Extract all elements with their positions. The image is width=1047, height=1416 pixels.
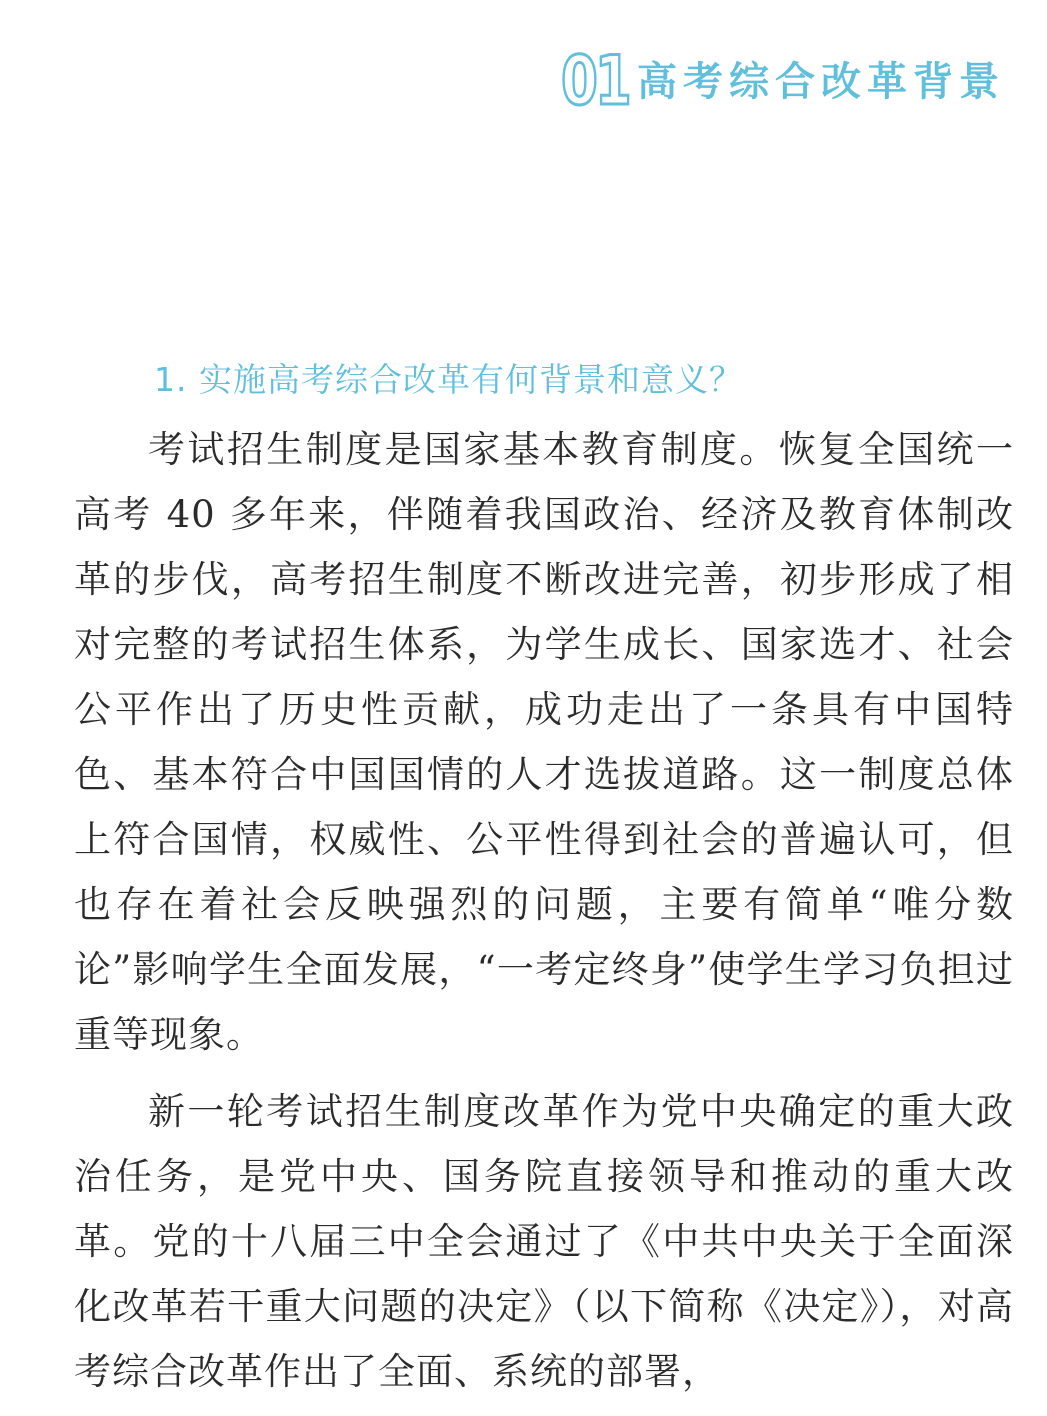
paragraph: 新一轮考试招生制度改革作为党中央确定的重大政治任务，是党中央、国务院直接领导和推动的重大改革。党的十八届三中全会通过了《中共中央关于全面深化改革若干重大问题的决定》（以下简称《决定》），对高考综合改革作出了全面、系统的部署， [74,1090,1014,1393]
chapter-title: 高考综合改革背景 [637,59,1005,105]
chapter-header [542,42,1005,121]
question-heading: 1. 实施高考综合改革有何背景和意义？ [154,360,743,399]
article-body [74,355,1014,1416]
paragraph: 考试招生制度是国家基本教育制度。恢复全国统一高考 40 多年来，伴随着我国政治、经济及教育体制改革的步伐，高考招生制度不断改进完善，初步形成了相对完整的考试招生体系，为学生成长、国家选才、社会公平作出了历史性贡献，成功走出了一条具有中国特色、基本符合中国国情的人才选拔道路。这一制度总体上符合国情，权威性、公平性得到社会的普遍认可，但也存在着社会反映强烈的问题，主要有简单“唯分数论”影响学生全面发展，“一考定终身”使学生学习负担过重等现象。 [74,428,1014,1056]
chapter-number: 01 [561,42,629,121]
